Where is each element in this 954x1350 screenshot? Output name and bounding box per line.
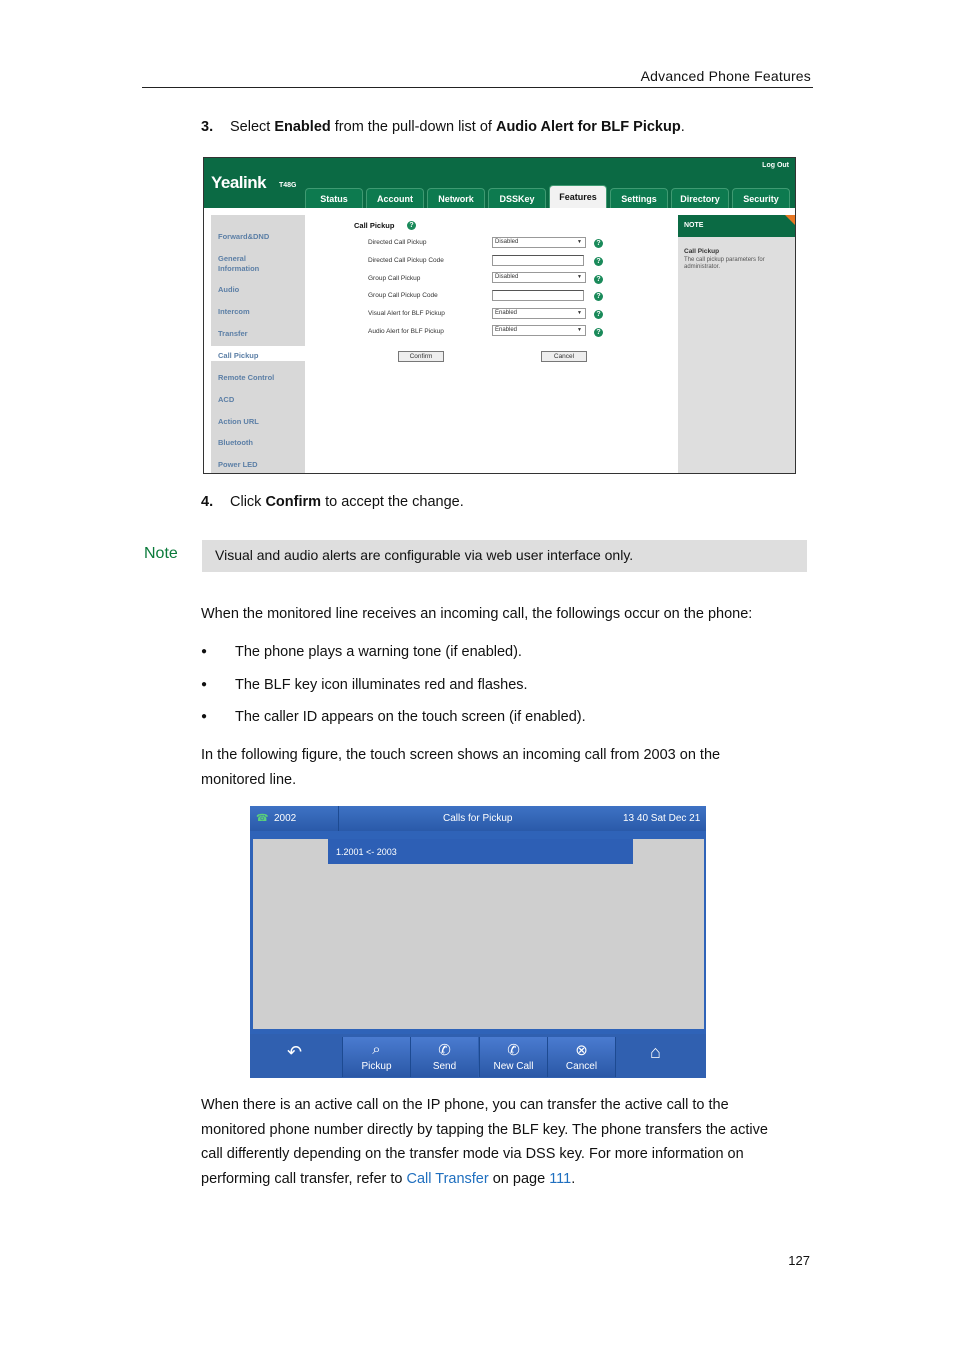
- call-transfer-link[interactable]: Call Transfer: [406, 1170, 489, 1187]
- page-reference-link[interactable]: 111: [549, 1170, 572, 1187]
- paragraph: [201, 743, 720, 792]
- tab-account[interactable]: Account: [366, 188, 424, 208]
- note-panel-text: The call pickup parameters for administrator.: [684, 257, 765, 270]
- tab-settings[interactable]: Settings: [610, 188, 668, 208]
- pickup-icon: ⌕: [372, 1041, 381, 1058]
- pickup-softkey[interactable]: [342, 1037, 410, 1077]
- help-icon[interactable]: ?: [594, 257, 603, 266]
- logout-link[interactable]: Log Out: [762, 162, 789, 169]
- phone-account: 2002: [274, 813, 297, 824]
- field-label: Audio Alert for BLF Pickup: [368, 328, 444, 335]
- help-icon[interactable]: ?: [594, 328, 603, 337]
- nav-item-call-pickup[interactable]: Call Pickup: [218, 351, 259, 360]
- phone-datetime: 13 40 Sat Dec 21: [623, 813, 701, 824]
- paragraph-line: monitored line.: [201, 771, 297, 788]
- help-icon[interactable]: ?: [594, 310, 603, 319]
- bullet-icon: ●: [201, 711, 208, 722]
- pickup-call-text: 1.2001 <- 2003: [336, 847, 397, 857]
- dropdown-arrow-icon: ▼: [577, 327, 582, 333]
- tab-status[interactable]: Status: [305, 188, 363, 208]
- paragraph-text: on page: [488, 1170, 550, 1187]
- nav-item-general[interactable]: General: [218, 254, 246, 263]
- status-divider: [338, 806, 339, 831]
- cancel-softkey[interactable]: [547, 1037, 616, 1077]
- phone-account-icon: ☎: [256, 813, 269, 824]
- phone-list-area: [253, 839, 704, 1029]
- field-label: Group Call Pickup: [368, 275, 421, 282]
- directed-call-pickup-code-input[interactable]: [492, 255, 584, 266]
- step-number: 4.: [201, 494, 214, 510]
- paragraph-line: call differently depending on the transfer mode via DSS key. For more information on: [201, 1146, 744, 1162]
- select-value: Enabled: [495, 327, 518, 333]
- bullet-text: The phone plays a warning tone (if enabled).: [235, 644, 522, 660]
- note-corner-mark: [785, 215, 795, 225]
- paragraph-text: performing call transfer, refer to: [201, 1170, 407, 1187]
- bullet-icon: ●: [201, 646, 208, 657]
- note-panel-title: Call Pickup: [684, 248, 720, 255]
- select-value: Enabled: [495, 310, 518, 316]
- select-value: Disabled: [495, 239, 519, 245]
- handset-icon: ✆: [438, 1042, 451, 1059]
- running-header: Advanced Phone Features: [640, 68, 811, 84]
- nav-item-remote-control[interactable]: Remote Control: [218, 373, 275, 382]
- nav-item-forward-dnd[interactable]: Forward&DND: [218, 232, 270, 241]
- nav-item-transfer[interactable]: Transfer: [218, 329, 248, 338]
- paragraph: [201, 1093, 768, 1191]
- back-icon[interactable]: ↶: [287, 1042, 303, 1062]
- softkey-bar: [250, 1034, 706, 1078]
- help-icon[interactable]: ?: [594, 275, 603, 284]
- group-call-pickup-select[interactable]: [492, 272, 586, 283]
- note-text: Visual and audio alerts are configurable via web user interface only.: [215, 547, 634, 563]
- web-ui-tabs: [305, 188, 790, 208]
- bullet-item: [201, 677, 528, 693]
- bullet-text: The BLF key icon illuminates red and flashes.: [235, 677, 528, 693]
- phone-screen-screenshot: [250, 806, 706, 1078]
- nav-item-audio[interactable]: Audio: [218, 285, 240, 294]
- nav-item-acd[interactable]: ACD: [218, 395, 235, 404]
- bullet-item: [201, 644, 522, 660]
- dropdown-arrow-icon: ▼: [577, 310, 582, 316]
- visual-alert-blf-select[interactable]: [492, 308, 586, 319]
- home-icon[interactable]: ⌂: [650, 1042, 661, 1062]
- dropdown-arrow-icon: ▼: [577, 274, 582, 280]
- phone-screen-title: Calls for Pickup: [443, 813, 513, 824]
- send-softkey[interactable]: [410, 1037, 478, 1077]
- paragraph-line: When there is an active call on the IP phone, you can transfer the active call to the: [201, 1097, 729, 1113]
- directed-call-pickup-select[interactable]: [492, 237, 586, 248]
- tab-security[interactable]: Security: [732, 188, 790, 208]
- select-value: Disabled: [495, 274, 519, 280]
- step-bold-term: Enabled: [274, 119, 331, 135]
- field-label: Visual Alert for BLF Pickup: [368, 310, 445, 317]
- step-text: .: [680, 119, 685, 135]
- softkey-label: New Call: [493, 1061, 534, 1072]
- section-title: Call Pickup: [354, 221, 395, 230]
- new-call-softkey[interactable]: [479, 1037, 547, 1077]
- step-text: to accept the change.: [321, 494, 464, 510]
- nav-item-information[interactable]: Information: [218, 264, 260, 273]
- paragraph: When the monitored line receives an incoming call, the followings occur on the phone:: [201, 606, 753, 622]
- tab-features[interactable]: Features: [549, 185, 607, 208]
- tab-dsskey[interactable]: DSSKey: [488, 188, 546, 208]
- tab-directory[interactable]: Directory: [671, 188, 729, 208]
- nav-item-intercom[interactable]: Intercom: [218, 307, 250, 316]
- bullet-text: The caller ID appears on the touch screen (if enabled).: [235, 709, 586, 725]
- field-label: Directed Call Pickup Code: [368, 257, 444, 264]
- yealink-logo: Yealink: [211, 173, 267, 192]
- step-3: [201, 119, 685, 135]
- bullet-item: [201, 709, 586, 725]
- help-icon[interactable]: ?: [594, 292, 603, 301]
- help-icon[interactable]: ?: [407, 221, 416, 230]
- cancel-circle-icon: ⊗: [575, 1042, 588, 1059]
- step-text: Select: [230, 119, 275, 135]
- handset-icon: ✆: [507, 1042, 520, 1059]
- softkey-label: Cancel: [565, 1061, 598, 1072]
- step-number: 3.: [201, 119, 214, 135]
- model-label: T48G: [279, 182, 297, 189]
- dropdown-arrow-icon: ▼: [577, 239, 582, 245]
- field-label: Group Call Pickup Code: [368, 292, 438, 299]
- audio-alert-blf-select[interactable]: [492, 325, 586, 336]
- group-call-pickup-code-input[interactable]: [492, 290, 584, 301]
- paragraph-line: monitored phone number directly by tapping the BLF key. The phone transfers the active: [201, 1121, 768, 1138]
- step-text: Click: [230, 494, 266, 510]
- web-ui-screenshot: [203, 157, 796, 474]
- softkey-label: Send: [432, 1061, 457, 1072]
- step-bold-term: Audio Alert for BLF Pickup: [495, 119, 681, 135]
- cancel-button[interactable]: Cancel: [541, 351, 587, 362]
- note-panel-heading: NOTE: [684, 222, 704, 229]
- nav-item-power-led[interactable]: Power LED: [218, 460, 258, 469]
- step-bold-term: Confirm: [265, 494, 322, 510]
- page-number: 127: [788, 1253, 810, 1268]
- nav-item-action-url[interactable]: Action URL: [218, 417, 259, 426]
- note-label: Note: [144, 545, 178, 562]
- step-4: [201, 494, 464, 510]
- softkey-label: Pickup: [361, 1061, 392, 1072]
- tab-network[interactable]: Network: [427, 188, 485, 208]
- paragraph-line: [201, 1167, 768, 1192]
- bullet-icon: ●: [201, 679, 208, 690]
- pickup-call-row[interactable]: [328, 839, 633, 864]
- step-text: from the pull-down list of: [330, 119, 496, 135]
- paragraph-line: In the following figure, the touch screen shows an incoming call from 2003 on the: [201, 747, 721, 763]
- note-panel-header: [678, 215, 795, 237]
- paragraph-text: .: [571, 1170, 576, 1187]
- nav-item-bluetooth[interactable]: Bluetooth: [218, 438, 253, 447]
- header-rule: [142, 87, 813, 88]
- help-icon[interactable]: ?: [594, 239, 603, 248]
- confirm-button[interactable]: Confirm: [398, 351, 444, 362]
- field-label: Directed Call Pickup: [368, 239, 427, 246]
